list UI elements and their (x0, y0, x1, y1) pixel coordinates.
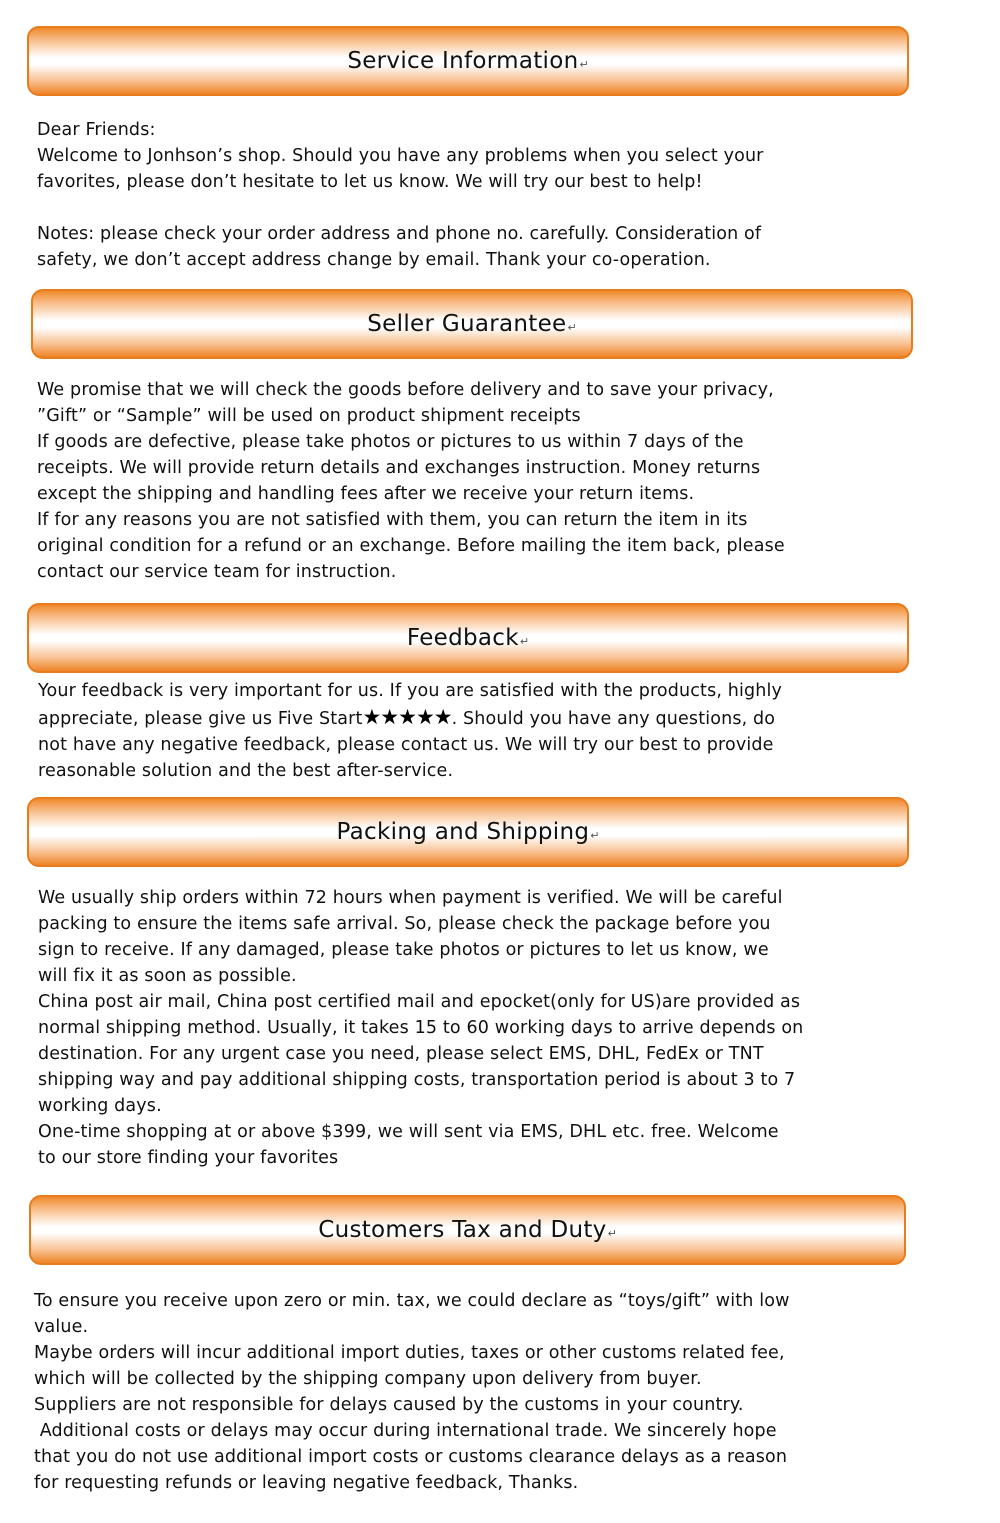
return-mark-icon: ↵ (519, 634, 530, 648)
text-line: China post air mail, China post certified mail and epocket(only for US)are provided as (38, 992, 801, 1012)
text-line: except the shipping and handling fees after we receive your return items. (37, 484, 695, 504)
packing-shipping-banner (27, 797, 909, 867)
text-line: normal shipping method. Usually, it takes 15 to 60 working days to arrive depends on (38, 1018, 804, 1038)
text-line: Additional costs or delays may occur during international trade. We sincerely hope (34, 1421, 777, 1441)
seller-guarantee-text (37, 377, 785, 585)
text-line (38, 704, 782, 732)
return-mark-icon: ↵ (590, 828, 600, 842)
text-line: not have any negative feedback, please contact us. We will try our best to provide (38, 735, 774, 755)
text-line: Welcome to Jonhson’s shop. Should you have any problems when you select your (37, 146, 764, 166)
text-segment: appreciate, please give us Five Start (38, 709, 363, 729)
five-star-icon: ★★★★★ (362, 705, 452, 729)
feedback-title: Feedback (406, 625, 519, 651)
text-line: If for any reasons you are not satisfied with them, you can return the item in its (37, 510, 748, 530)
text-line: that you do not use additional import costs or customs clearance delays as a reason (34, 1447, 788, 1467)
text-line: Dear Friends: (37, 120, 156, 140)
return-mark-icon: ↵ (567, 320, 577, 334)
text-line: sign to receive. If any damaged, please take photos or pictures to let us know, we (38, 940, 769, 960)
seller-guarantee-title: Seller Guarantee (367, 311, 567, 337)
packing-shipping-text (38, 885, 803, 1171)
text-line: to our store finding your favorites (38, 1148, 339, 1168)
customers-tax-duty-banner (29, 1195, 906, 1265)
text-line: safety, we don’t accept address change by email. Thank your co-operation. (37, 250, 711, 270)
text-segment: . Should you have any questions, do (451, 709, 776, 729)
return-mark-icon: ↵ (607, 1226, 617, 1240)
text-line: for requesting refunds or leaving negative feedback, Thanks. (34, 1473, 579, 1493)
text-line: One-time shopping at or above $399, we will sent via EMS, DHL etc. free. Welcome (38, 1122, 779, 1142)
text-line: packing to ensure the items safe arrival. So, please check the package before you (38, 914, 771, 934)
customers-tax-duty-text (34, 1288, 790, 1496)
paragraph-spacer (37, 195, 764, 221)
return-mark-icon: ↵ (579, 57, 589, 71)
seller-guarantee-banner (31, 289, 913, 359)
feedback-banner (27, 603, 909, 673)
text-line: favorites, please don’t hesitate to let us know. We will try our best to help! (37, 172, 703, 192)
text-line: Notes: please check your order address and phone no. carefully. Consideration of (37, 224, 762, 244)
text-line: which will be collected by the shipping company upon delivery from buyer. (34, 1369, 702, 1389)
text-line: If goods are defective, please take photos or pictures to us within 7 days of the (37, 432, 744, 452)
text-line: original condition for a refund or an exchange. Before mailing the item back, please (37, 536, 785, 556)
service-information-title: Service Information (347, 48, 579, 74)
text-line: working days. (38, 1096, 162, 1116)
service-information-banner (27, 26, 909, 96)
text-line: receipts. We will provide return details and exchanges instruction. Money returns (37, 458, 761, 478)
text-line: will fix it as soon as possible. (38, 966, 297, 986)
text-line: Maybe orders will incur additional import duties, taxes or other customs related fee, (34, 1343, 785, 1363)
feedback-text (38, 678, 782, 784)
text-line: value. (34, 1317, 89, 1337)
packing-shipping-title: Packing and Shipping (336, 819, 590, 845)
text-line: contact our service team for instruction. (37, 562, 397, 582)
text-line: ”Gift” or “Sample” will be used on product shipment receipts (37, 406, 581, 426)
customers-tax-duty-title: Customers Tax and Duty (318, 1217, 607, 1243)
text-line: We promise that we will check the goods before delivery and to save your privacy, (37, 380, 774, 400)
text-line: Suppliers are not responsible for delays caused by the customs in your country. (34, 1395, 744, 1415)
text-line: shipping way and pay additional shipping costs, transportation period is about 3 to 7 (38, 1070, 796, 1090)
text-line: reasonable solution and the best after-service. (38, 761, 454, 781)
service-information-text (37, 117, 764, 273)
text-line: destination. For any urgent case you need, please select EMS, DHL, FedEx or TNT (38, 1044, 764, 1064)
text-line: To ensure you receive upon zero or min. tax, we could declare as “toys/gift” with low (34, 1291, 790, 1311)
text-line: Your feedback is very important for us. If you are satisfied with the products, highly (38, 681, 783, 701)
text-line: We usually ship orders within 72 hours when payment is verified. We will be careful (38, 888, 783, 908)
